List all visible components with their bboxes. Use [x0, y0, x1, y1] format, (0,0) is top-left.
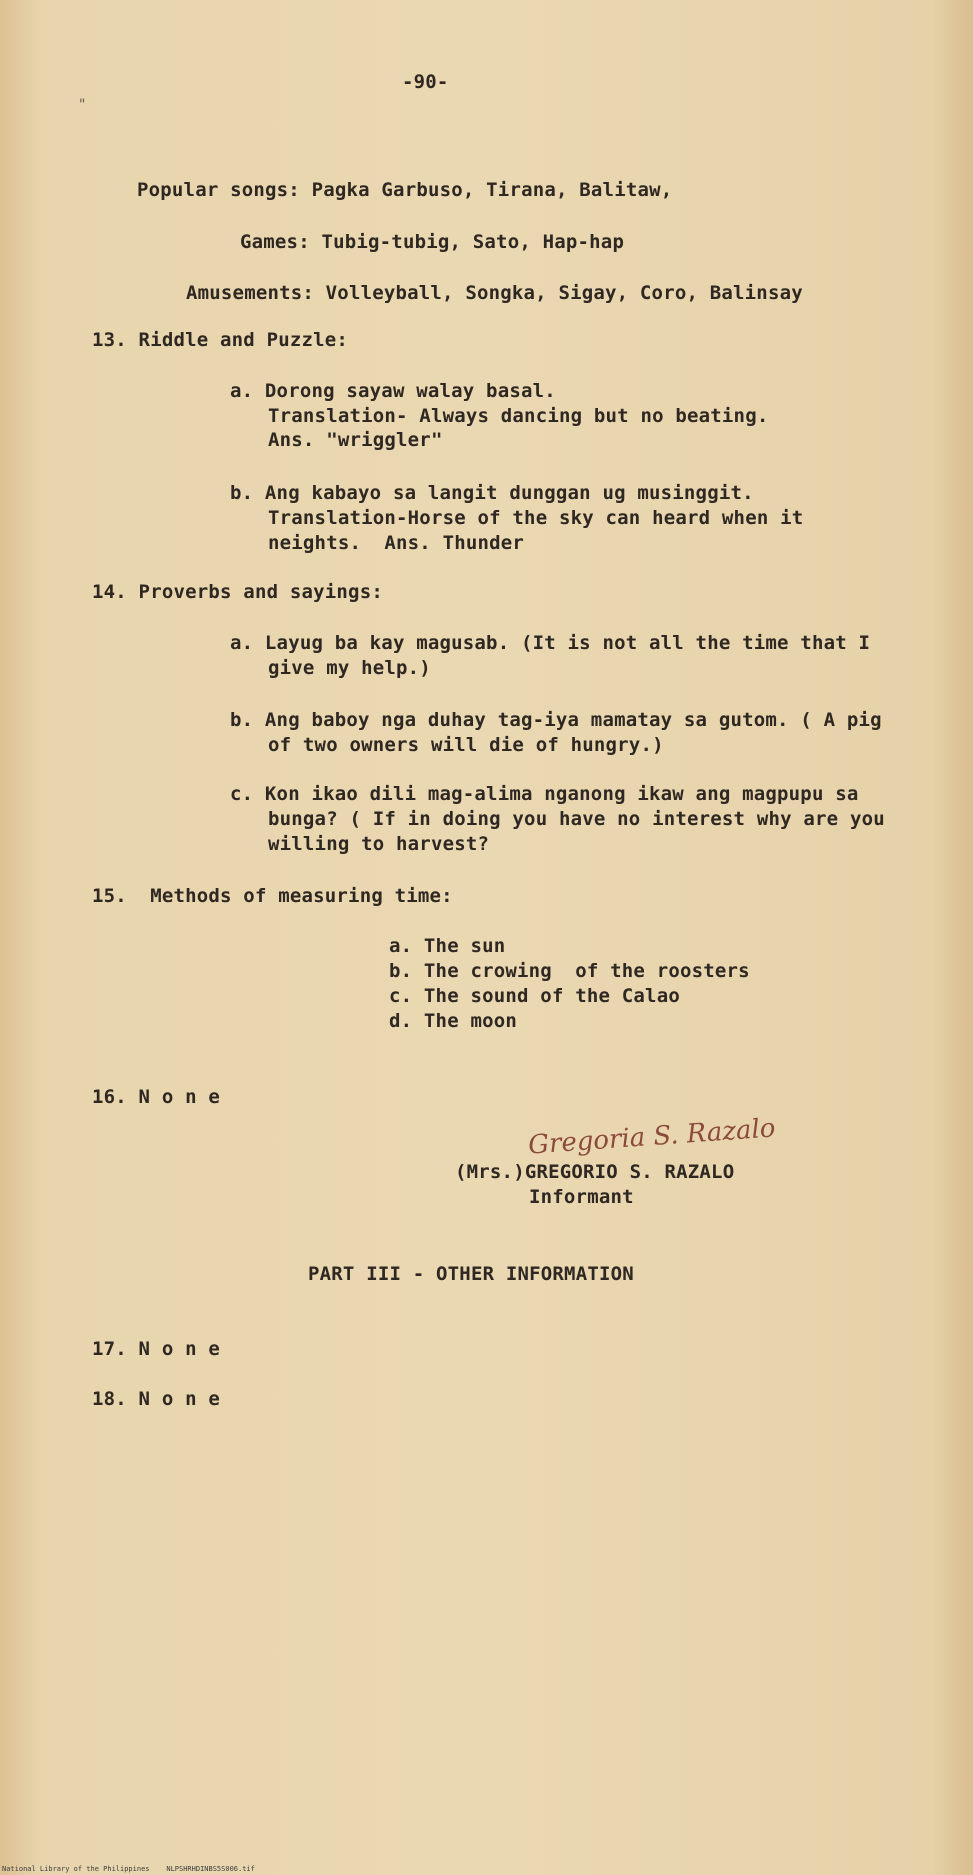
item-16: 16. N o n e [92, 1086, 221, 1108]
riddle-a-line3: Ans. "wriggler" [268, 429, 443, 451]
riddle-b-line3: neights. Ans. Thunder [268, 532, 525, 554]
proverbs-heading: 14. Proverbs and sayings: [92, 581, 383, 603]
proverb-a-line2: give my help.) [268, 657, 431, 679]
games: Games: Tubig-tubig, Sato, Hap-hap [240, 231, 625, 253]
popular-songs: Popular songs: Pagka Garbuso, Tirana, Balitaw, [137, 179, 673, 201]
proverb-c-line2: bunga? ( If in doing you have no interest why are you [268, 808, 885, 830]
part-three-heading: PART III - OTHER INFORMATION [308, 1263, 634, 1285]
amusements: Amusements: Volleyball, Songka, Sigay, Coro, Balinsay [186, 282, 803, 304]
handwritten-signature: Gregoria S. Razalo [527, 1113, 777, 1161]
proverb-a-line1: a. Layug ba kay magusab. (It is not all the time that I [230, 632, 871, 654]
time-method-b: b. The crowing of the roosters [389, 960, 750, 982]
item-18: 18. N o n e [92, 1388, 221, 1410]
informant-role: Informant [529, 1186, 634, 1208]
riddle-heading: 13. Riddle and Puzzle: [92, 329, 349, 351]
riddle-a-line2: Translation- Always dancing but no beating. [268, 405, 769, 427]
proverb-b-line2: of two owners will die of hungry.) [268, 734, 664, 756]
time-method-a: a. The sun [389, 935, 506, 957]
riddle-a-line1: a. Dorong sayaw walay basal. [230, 380, 556, 402]
informant-name: (Mrs.)GREGORIO S. RAZALO [455, 1161, 735, 1183]
footer-source-label: National Library of the Philippines NLPSHRHDINBS5S006.tif [2, 1865, 255, 1873]
time-method-c: c. The sound of the Calao [389, 985, 680, 1007]
proverb-c-line1: c. Kon ikao dili mag-alima nganong ikaw ang magpupu sa [230, 783, 859, 805]
time-method-d: d. The moon [389, 1010, 518, 1032]
riddle-b-line2: Translation-Horse of the sky can heard when it [268, 507, 804, 529]
proverb-c-line3: willing to harvest? [268, 833, 490, 855]
tick-mark: " [78, 97, 87, 113]
item-17: 17. N o n e [92, 1338, 221, 1360]
proverb-b-line1: b. Ang baboy nga duhay tag-iya mamatay sa gutom. ( A pig [230, 709, 882, 731]
time-heading: 15. Methods of measuring time: [92, 885, 453, 907]
page-number: -90- [402, 71, 449, 93]
riddle-b-line1: b. Ang kabayo sa langit dunggan ug musinggit. [230, 482, 754, 504]
